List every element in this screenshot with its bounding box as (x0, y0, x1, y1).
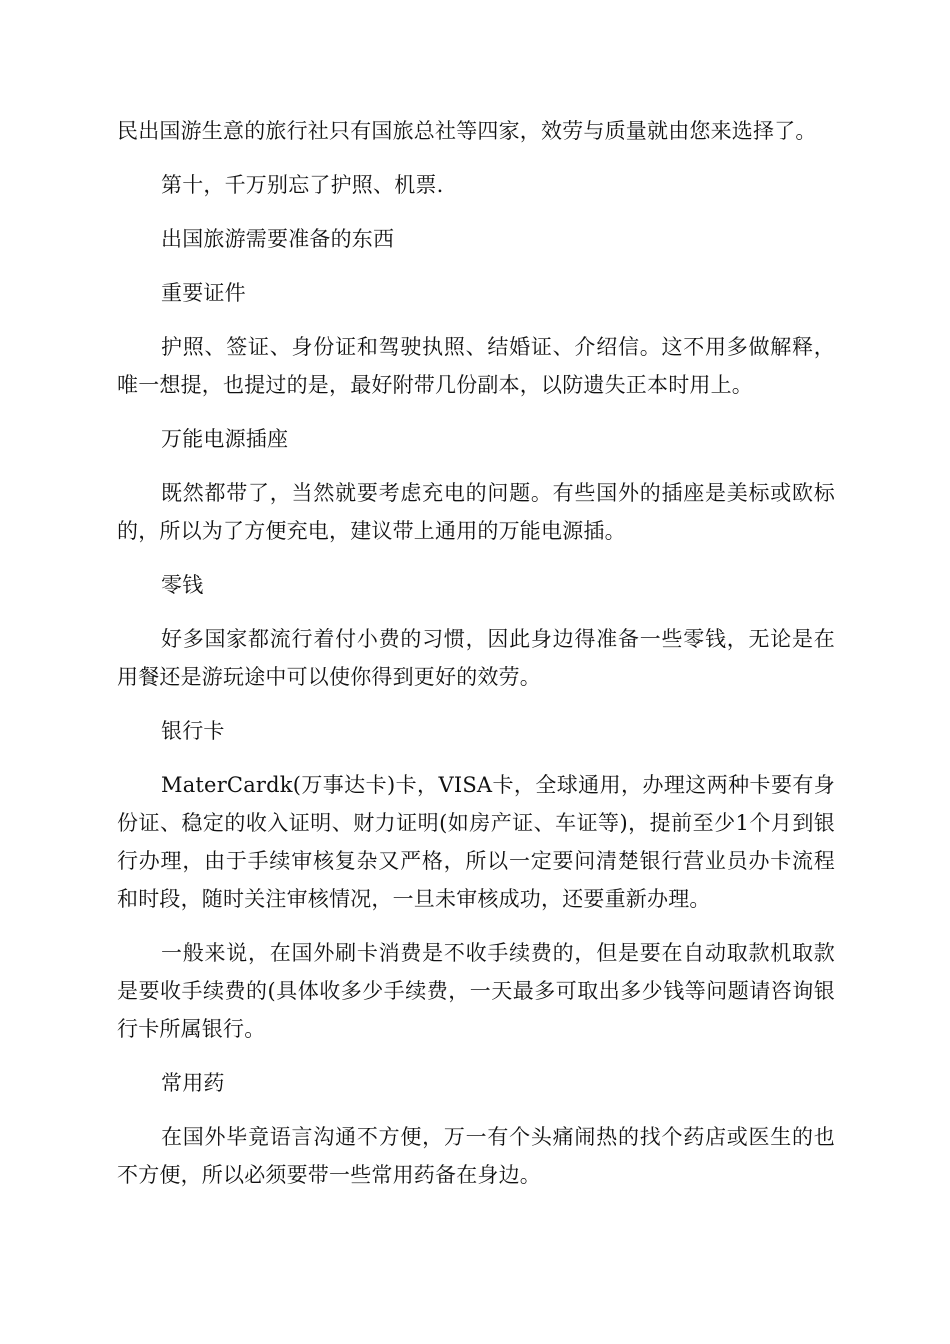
body-paragraph-1: 民出国游生意的旅行社只有国旅总社等四家，效劳与质量就由您来选择了。 (117, 119, 817, 143)
section-heading-3: 万能电源插座 (161, 427, 289, 451)
body-paragraph-6: MaterCardk(万事达卡)卡，VISA卡，全球通用，办理这两种卡要有身份证、稳定的收入证明、财力证明(如房产证、车证等)，提前至少1个月到银行办理，由于手续审核复杂又严格，所以一定要问清楚银行营业员办卡流程和时段，随时关注审核情况，一旦未审核成功，还要重新办理。 (117, 773, 835, 911)
section-heading-6: 常用药 (161, 1071, 225, 1095)
section-heading-5: 银行卡 (161, 719, 225, 743)
section-heading-4: 零钱 (161, 573, 204, 597)
body-paragraph-3: 护照、签证、身份证和驾驶执照、结婚证、介绍信。这不用多做解释，唯一想提，也提过的是，最好附带几份副本，以防遗失正本时用上。 (117, 335, 835, 397)
body-paragraph-2: 第十，千万别忘了护照、机票. (161, 173, 444, 197)
body-paragraph-7: 一般来说，在国外刷卡消费是不收手续费的，但是要在自动取款机取款是要收手续费的(具体收多少手续费，一天最多可取出多少钱等问题请咨询银行卡所属银行。 (117, 941, 835, 1041)
document-page (117, 112, 835, 1194)
body-paragraph-8: 在国外毕竟语言沟通不方便，万一有个头痛闹热的找个药店或医生的也不方便，所以必须要带一些常用药备在身边。 (117, 1125, 835, 1187)
section-heading-2: 重要证件 (161, 281, 246, 305)
section-heading-1: 出国旅游需要准备的东西 (161, 227, 395, 251)
body-paragraph-4: 既然都带了，当然就要考虑充电的问题。有些国外的插座是美标或欧标的，所以为了方便充电，建议带上通用的万能电源插。 (117, 481, 835, 543)
body-paragraph-5: 好多国家都流行着付小费的习惯，因此身边得准备一些零钱，无论是在用餐还是游玩途中可以使你得到更好的效劳。 (117, 627, 835, 689)
